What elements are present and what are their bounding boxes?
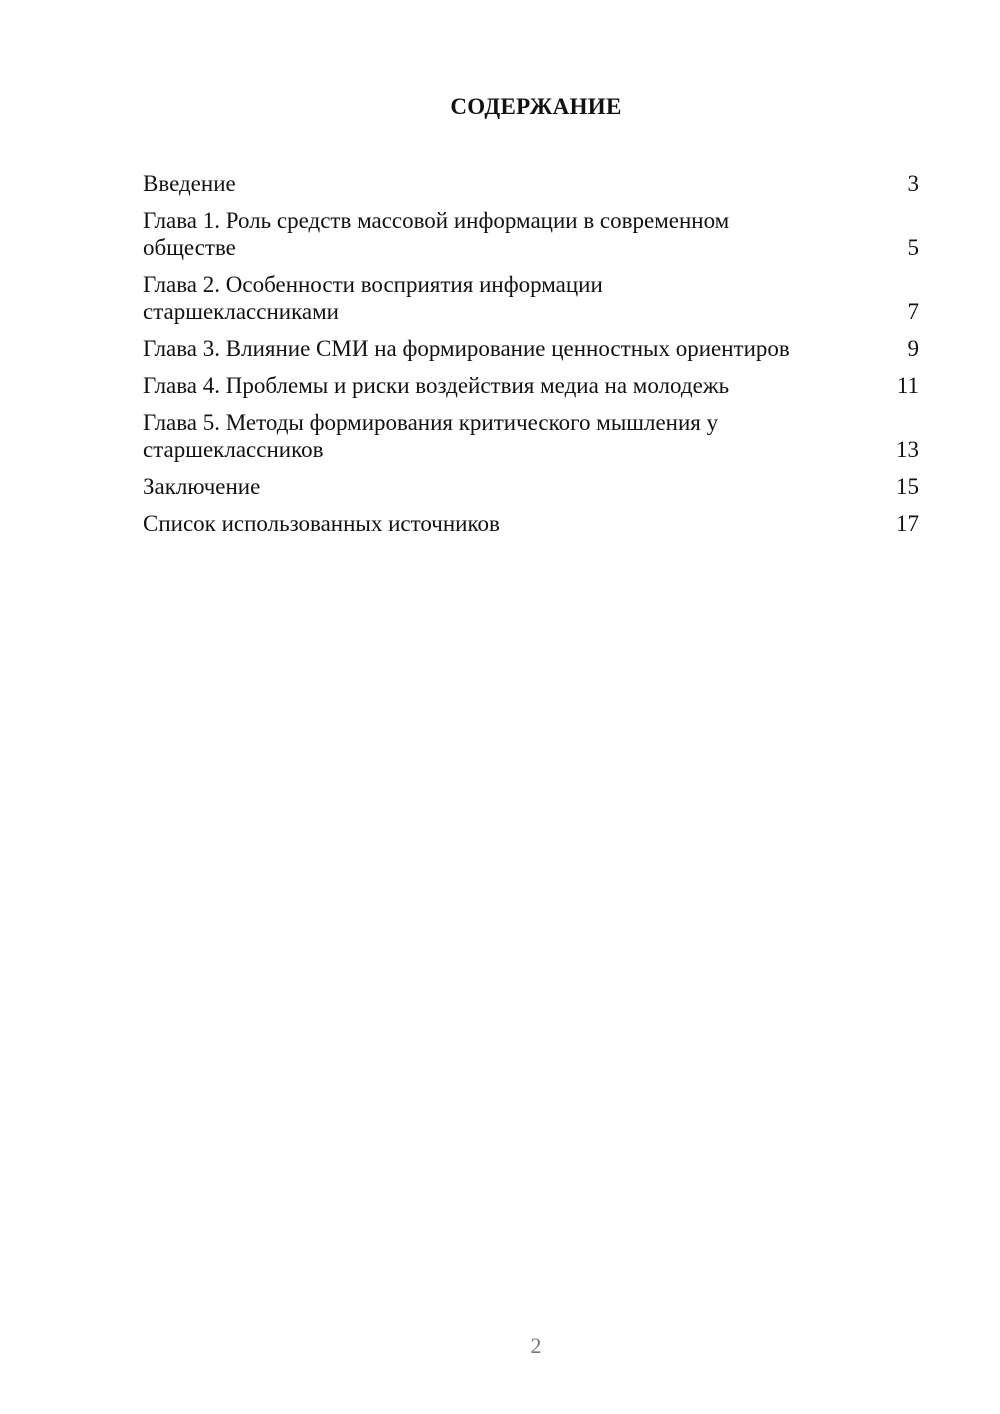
- toc-entry-chapter-2: [143, 271, 919, 325]
- toc-entry-chapter-3: [143, 335, 919, 362]
- table-of-contents: [143, 170, 919, 547]
- toc-entry-text: Глава 1. Роль средств массовой информации в современном обществе: [143, 208, 730, 260]
- toc-entry-chapter-5: [143, 409, 919, 463]
- toc-entry-page: 13: [896, 437, 919, 462]
- toc-entry-page: 15: [896, 474, 919, 499]
- toc-entry-text: Глава 2. Особенности восприятия информации старшеклассниками: [143, 272, 603, 324]
- toc-entry-text: Заключение: [143, 474, 261, 499]
- toc-entry-page: 5: [907, 235, 919, 260]
- toc-entry-page: 17: [896, 511, 919, 536]
- toc-entry-text: Глава 3. Влияние СМИ на формирование ценностных ориентиров: [143, 336, 790, 361]
- toc-entry-conclusion: [143, 473, 919, 500]
- toc-entry-page: 3: [907, 171, 919, 196]
- page-number: 2: [530, 1333, 542, 1358]
- toc-entry-text: Глава 4. Проблемы и риски воздействия медиа на молодежь: [143, 373, 730, 398]
- toc-entry-text: Список использованных источников: [143, 511, 500, 536]
- toc-entry-introduction: [143, 170, 919, 197]
- toc-entry-page: 9: [907, 336, 919, 361]
- toc-title: СОДЕРЖАНИЕ: [450, 94, 622, 119]
- toc-entry-references: [143, 510, 919, 537]
- toc-entry-text: Глава 5. Методы формирования критического мышления у старшеклассников: [143, 410, 719, 462]
- toc-entry-text: Введение: [143, 171, 236, 196]
- toc-entry-page: 11: [896, 373, 919, 398]
- toc-entry-page: 7: [907, 299, 919, 324]
- toc-entry-chapter-1: [143, 207, 919, 261]
- toc-entry-chapter-4: [143, 372, 919, 399]
